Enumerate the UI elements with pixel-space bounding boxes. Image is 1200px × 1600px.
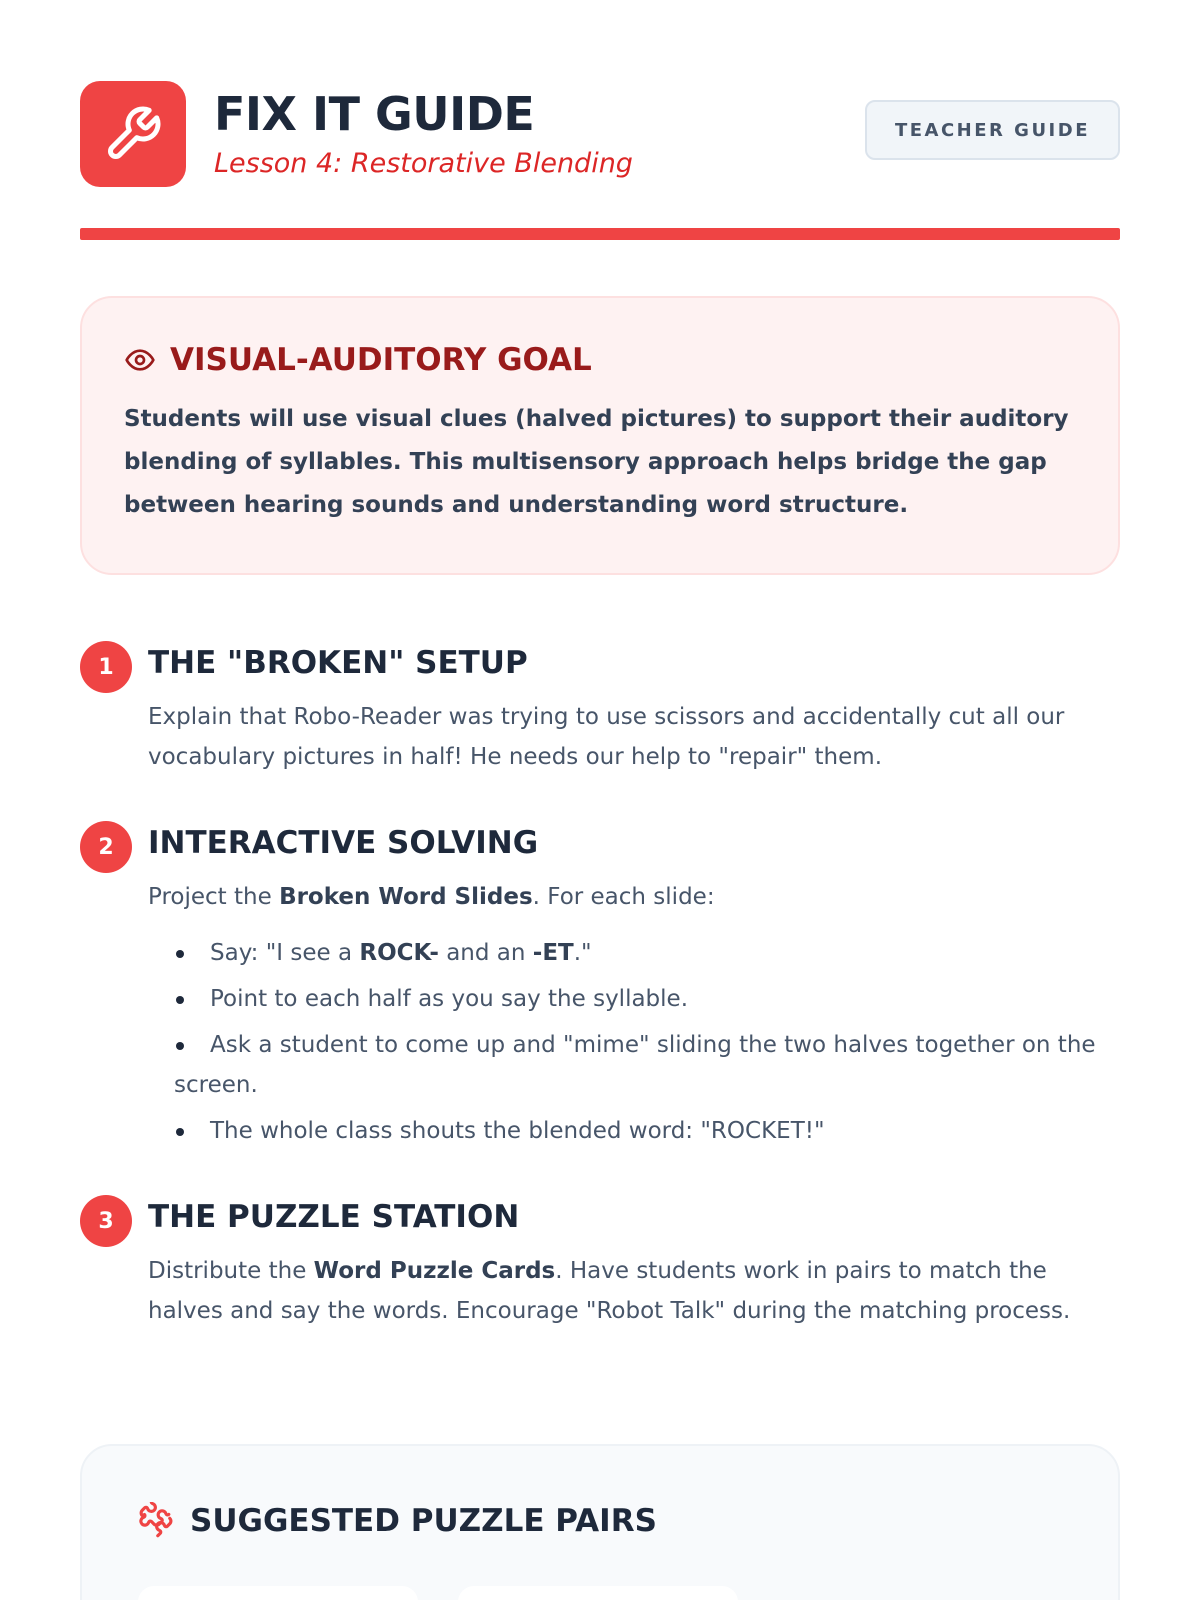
list-item: [174, 933, 1120, 973]
lesson-subtitle: Lesson 4: Restorative Blending: [214, 148, 633, 179]
pair-tile: [458, 1586, 738, 1600]
goal-card: [80, 296, 1120, 575]
intro-bold: Broken Word Slides: [279, 884, 533, 910]
step-text: [148, 1251, 1120, 1331]
step-broken-setup: [80, 641, 1120, 777]
step-interactive-solving: [80, 821, 1120, 1151]
step-bullets: [148, 933, 1120, 1151]
goal-title: VISUAL-AUDITORY GOAL: [170, 342, 592, 378]
logo: [80, 81, 186, 187]
bullet-post: .": [573, 940, 592, 966]
puzzle-pairs-card: [80, 1444, 1120, 1600]
goal-heading: [124, 342, 1076, 378]
teacher-guide-badge: TEACHER GUIDE: [865, 100, 1120, 160]
step-number: 1: [80, 641, 132, 693]
step-title: THE "BROKEN" SETUP: [148, 645, 528, 681]
list-item: Ask a student to come up and "mime" sliding the two halves together on the screen.: [174, 1025, 1120, 1105]
step-intro: [148, 877, 1120, 917]
step-number: 2: [80, 821, 132, 873]
pair-tile: [138, 1586, 418, 1600]
list-item: The whole class shouts the blended word: "ROCKET!": [174, 1111, 1120, 1151]
step-text: Explain that Robo-Reader was trying to use scissors and accidentally cut all our vocabulary pictures in half! He needs our help to "repair" them.: [148, 704, 1065, 770]
page-header: [80, 80, 1120, 188]
page-title: FIX IT GUIDE: [214, 87, 535, 141]
step-title: THE PUZZLE STATION: [148, 1199, 520, 1235]
text-post: . Have students work in pairs to match the halves and say the words. Encourage "Robot Talk" during the matching process.: [148, 1258, 1071, 1324]
text-bold: Word Puzzle Cards: [313, 1258, 556, 1284]
bullet-mid: and an: [438, 940, 533, 966]
bullet-bold-rock: ROCK-: [359, 940, 439, 966]
intro-post: . For each slide:: [532, 884, 715, 910]
pairs-heading: [138, 1502, 1062, 1540]
bullet-bold-et: -ET: [532, 940, 574, 966]
list-item: Point to each half as you say the syllable.: [174, 979, 1120, 1019]
text-pre: Distribute the: [148, 1258, 314, 1284]
intro-pre: Project the: [148, 884, 280, 910]
wrench-icon: [103, 104, 163, 164]
pairs-title: SUGGESTED PUZZLE PAIRS: [190, 1503, 657, 1539]
goal-text: Students will use visual clues (halved pictures) to support their auditory blending of syllables. This multisensory approach helps bridge the gap between hearing sounds and understanding word structure.: [124, 406, 1069, 518]
step-number: 3: [80, 1195, 132, 1247]
step-title: INTERACTIVE SOLVING: [148, 825, 539, 861]
eye-icon: [124, 344, 156, 376]
step-puzzle-station: [80, 1195, 1120, 1331]
puzzle-icon: [138, 1502, 176, 1540]
title-group: [214, 87, 865, 181]
header-divider: [80, 228, 1120, 240]
bullet-pre: Say: "I see a: [210, 940, 360, 966]
